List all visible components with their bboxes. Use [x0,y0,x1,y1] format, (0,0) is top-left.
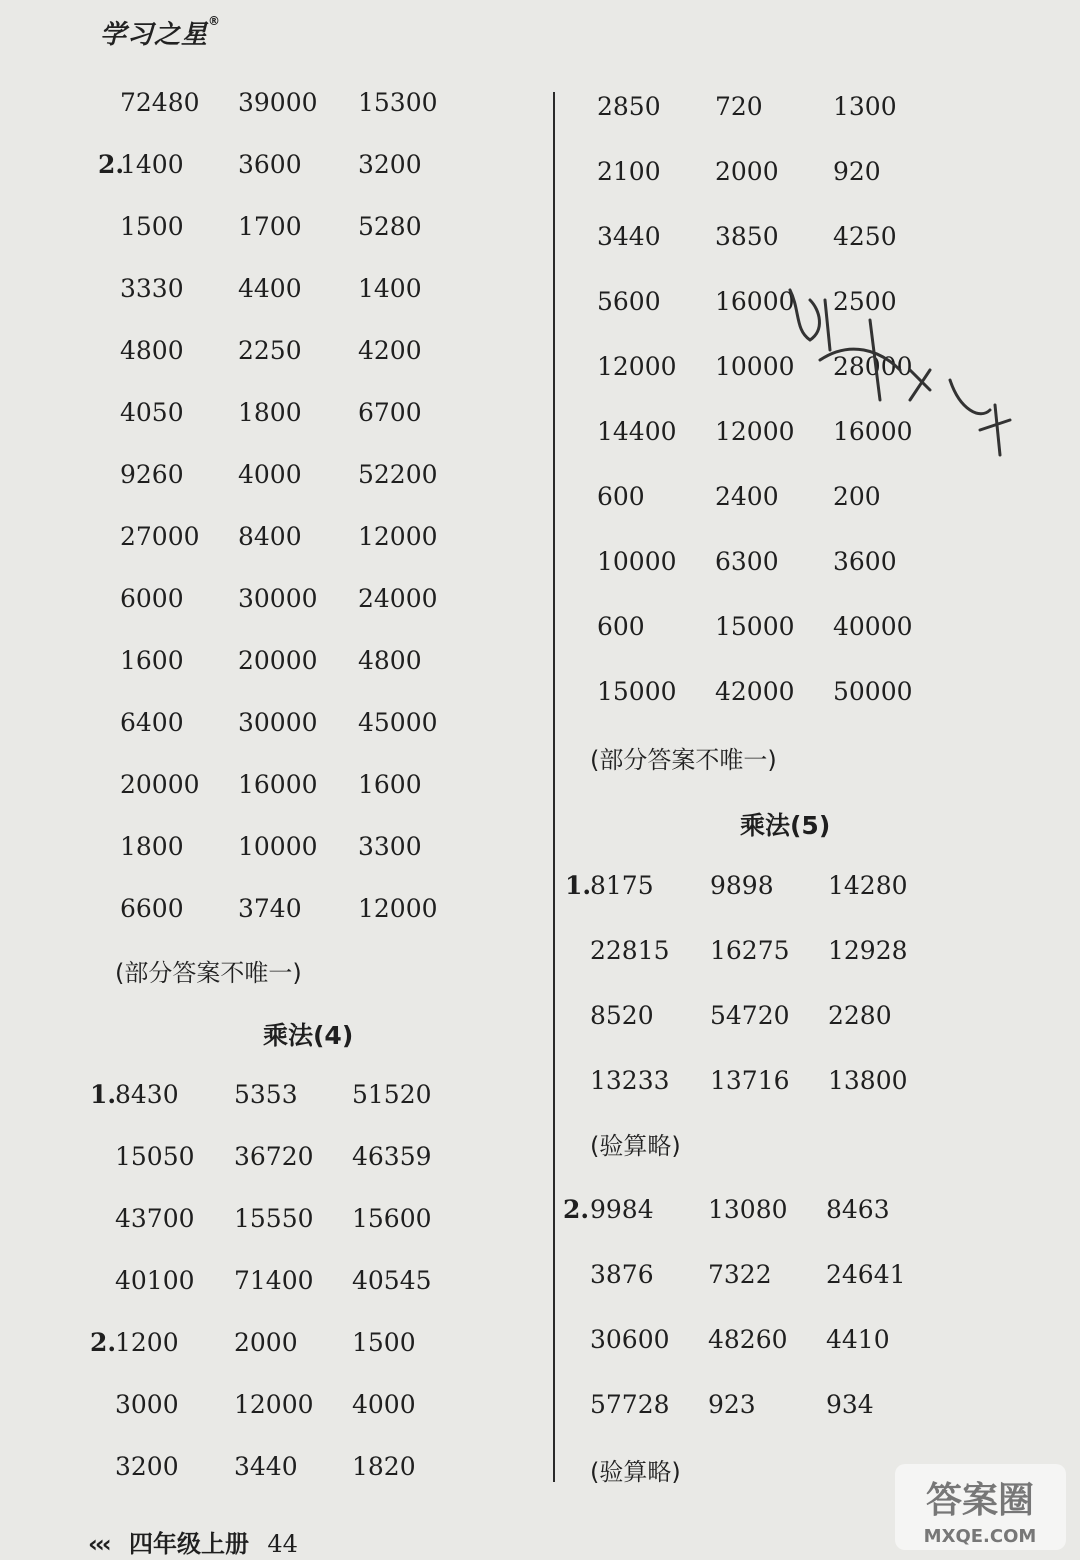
answer-value: 8175 [590,870,654,900]
answer-value: 10000 [597,546,677,576]
answer-value: 12000 [715,416,795,446]
answer-value: 30000 [238,707,318,737]
answer-value: 3300 [358,831,422,861]
answer-value: 3600 [833,546,897,576]
answer-value: 4800 [120,335,184,365]
right-note-check-omitted-2: (验算略) [590,1458,681,1486]
answer-value: 50000 [833,676,913,706]
registered-mark: ® [208,14,222,28]
chevron-left-icon: ‹‹‹ [88,1530,109,1558]
watermark-domain: MXQE.COM [923,1526,1037,1547]
answer-value: 3440 [597,221,661,251]
answer-value: 920 [833,156,881,186]
item-number: 2. [98,149,125,179]
answer-value: 923 [708,1389,756,1419]
answer-value: 4250 [833,221,897,251]
answer-value: 46359 [352,1141,432,1171]
answer-value: 27000 [120,521,200,551]
answer-value: 45000 [358,707,438,737]
answer-value: 13716 [710,1065,790,1095]
answer-value: 6400 [120,707,184,737]
answer-value: 3440 [234,1451,298,1481]
site-watermark [893,1462,1068,1552]
answer-value: 20000 [120,769,200,799]
answer-value: 5600 [597,286,661,316]
answer-value: 2000 [715,156,779,186]
answer-value: 1500 [120,211,184,241]
answer-value: 600 [597,481,645,511]
answer-value: 40100 [115,1265,195,1295]
answer-value: 1600 [120,645,184,675]
answer-value: 16000 [715,286,795,316]
answer-value: 1300 [833,91,897,121]
answer-value: 8430 [115,1079,179,1109]
answer-value: 28000 [833,351,913,381]
answer-value: 3000 [115,1389,179,1419]
left-note-partial-answers: (部分答案不唯一) [115,959,302,987]
answer-value: 15000 [715,611,795,641]
answer-value: 1200 [115,1327,179,1357]
answer-value: 22815 [590,935,670,965]
answer-value: 12000 [358,521,438,551]
answer-value: 16000 [833,416,913,446]
handwriting-scribble [780,280,1040,500]
answer-value: 16275 [710,935,790,965]
answer-value: 720 [715,91,763,121]
answer-value: 12928 [828,935,908,965]
answer-value: 12000 [234,1389,314,1419]
answer-value: 8463 [826,1194,890,1224]
answer-value: 4000 [352,1389,416,1419]
answer-value: 20000 [238,645,318,675]
answer-value: 15600 [352,1203,432,1233]
answer-value: 6600 [120,893,184,923]
answer-value: 200 [833,481,881,511]
answer-value: 3200 [115,1451,179,1481]
answer-value: 3740 [238,893,302,923]
right-note-check-omitted-1: (验算略) [590,1132,681,1160]
grade-label: 四年级上册 [129,1530,250,1558]
answer-value: 30600 [590,1324,670,1354]
answer-value: 13080 [708,1194,788,1224]
watermark-title: 答案圈 [925,1480,1035,1521]
item-number: 2. [90,1327,117,1357]
answer-value: 6300 [715,546,779,576]
right-section-heading: 乘法(5) [740,811,831,840]
answer-value: 4800 [358,645,422,675]
answer-value: 1400 [358,273,422,303]
left-section-heading: 乘法(4) [263,1021,354,1050]
answer-value: 1820 [352,1451,416,1481]
answer-value: 36720 [234,1141,314,1171]
answer-value: 14280 [828,870,908,900]
answer-value: 14400 [597,416,677,446]
answer-value: 5353 [234,1079,298,1109]
answer-value: 1500 [352,1327,416,1357]
brand-logo [100,14,221,51]
answer-value: 71400 [234,1265,314,1295]
right-note-partial-answers: (部分答案不唯一) [590,746,777,774]
answer-value: 52200 [358,459,438,489]
answer-value: 12000 [358,893,438,923]
answer-value: 24000 [358,583,438,613]
answer-value: 15300 [358,87,438,117]
page-number: 44 [267,1530,298,1558]
answer-value: 600 [597,611,645,641]
answer-value: 4000 [238,459,302,489]
answer-value: 16000 [238,769,318,799]
answer-value: 4050 [120,397,184,427]
answer-value: 9898 [710,870,774,900]
answer-value: 2500 [833,286,897,316]
answer-value: 3850 [715,221,779,251]
answer-value: 1800 [238,397,302,427]
answer-value: 2250 [238,335,302,365]
brand-text: 学习之星 [100,20,209,50]
answer-value: 8520 [590,1000,654,1030]
answer-value: 15000 [597,676,677,706]
answer-value: 48260 [708,1324,788,1354]
answer-value: 5280 [358,211,422,241]
answer-value: 3330 [120,273,184,303]
answer-value: 2100 [597,156,661,186]
answer-value: 13800 [828,1065,908,1095]
answer-value: 54720 [710,1000,790,1030]
answer-value: 15550 [234,1203,314,1233]
answer-value: 57728 [590,1389,670,1419]
answer-value: 1700 [238,211,302,241]
answer-value: 4200 [358,335,422,365]
answer-value: 2400 [715,481,779,511]
answer-value: 1600 [358,769,422,799]
answer-value: 6000 [120,583,184,613]
answer-value: 13233 [590,1065,670,1095]
answer-value: 39000 [238,87,318,117]
answer-value: 10000 [238,831,318,861]
answer-value: 2850 [597,91,661,121]
answer-value: 7322 [708,1259,772,1289]
answer-value: 15050 [115,1141,195,1171]
column-divider [553,92,555,1482]
answer-value: 43700 [115,1203,195,1233]
answer-value: 9984 [590,1194,654,1224]
item-number: 1. [90,1079,117,1109]
answer-value: 4400 [238,273,302,303]
answer-value: 42000 [715,676,795,706]
page-footer [88,1524,298,1559]
answer-value: 2280 [828,1000,892,1030]
answer-value: 30000 [238,583,318,613]
answer-value: 2000 [234,1327,298,1357]
answer-value: 3600 [238,149,302,179]
answer-value: 10000 [715,351,795,381]
answer-value: 8400 [238,521,302,551]
answer-value: 9260 [120,459,184,489]
answer-value: 51520 [352,1079,432,1109]
answer-value: 72480 [120,87,200,117]
item-number: 1. [565,870,592,900]
answer-value: 12000 [597,351,677,381]
answer-value: 40545 [352,1265,432,1295]
answer-value: 3876 [590,1259,654,1289]
answer-value: 3200 [358,149,422,179]
answer-value: 24641 [826,1259,906,1289]
answer-value: 4410 [826,1324,890,1354]
answer-value: 40000 [833,611,913,641]
answer-value: 1800 [120,831,184,861]
item-number: 2. [563,1194,590,1224]
answer-value: 934 [826,1389,874,1419]
answer-value: 6700 [358,397,422,427]
answer-value: 1400 [120,149,184,179]
